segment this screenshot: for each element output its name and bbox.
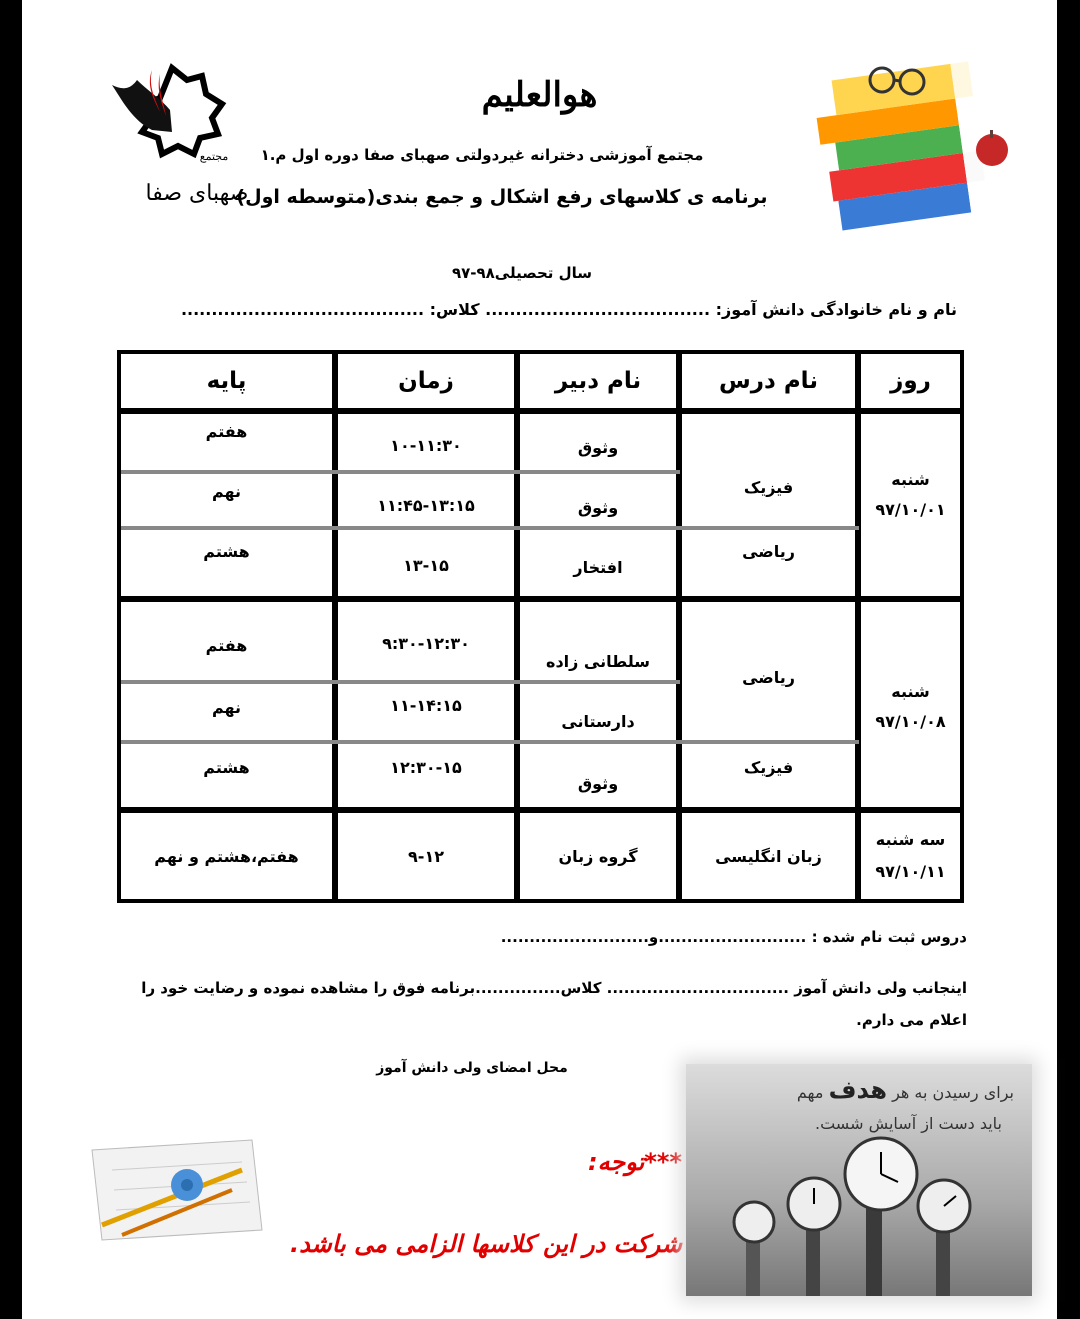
- day2-subject-a: ریاضی: [742, 667, 795, 687]
- poster-line1-b: مهم: [796, 1083, 824, 1102]
- academic-year: سال تحصیلی۹۸-۹۷: [451, 264, 593, 282]
- day3-grade: هفتم،هشتم و نهم: [154, 846, 299, 866]
- geometry-tools-illustration: [82, 1130, 272, 1250]
- signature-label: محل امضای ولی دانش آموز: [376, 1060, 568, 1076]
- day3-subject: زبان انگلیسی: [715, 846, 822, 866]
- day3-teacher: گروه زبان: [558, 846, 638, 866]
- student-info-line: نام و نام خانوادگی دانش آموز: ..................................... کلاس: ........................................: [180, 300, 957, 319]
- day1-row2-time: ۱۱:۴۵-۱۳:۱۵: [377, 495, 475, 515]
- day2-row1-teacher: سلطانی زاده: [546, 651, 650, 671]
- day3-time: ۹-۱۲: [408, 846, 444, 866]
- day1-row1-teacher: وثوق: [577, 437, 619, 457]
- registered-courses-line: دروس ثبت نام شده : ..........................و..........................: [500, 928, 967, 946]
- day2-name: شنبه: [891, 681, 930, 701]
- day1-row2-grade: نهم: [211, 481, 242, 501]
- table-divider: [121, 408, 960, 414]
- header-teacher: نام دبیر: [554, 368, 642, 394]
- day2-row1-time: ۹:۳۰-۱۲:۳۰: [382, 633, 470, 653]
- day1-row3-teacher: افتخار: [573, 557, 623, 577]
- day1-row3-grade: هشتم: [203, 541, 250, 561]
- day2-row2-grade: نهم: [211, 697, 242, 717]
- table-divider: [855, 354, 861, 899]
- header-grade: پایه: [206, 368, 247, 394]
- motivational-poster: [686, 1064, 1032, 1296]
- day2-row3-time: ۱۲:۳۰-۱۵: [390, 757, 462, 777]
- day2-date: ۹۷/۱۰/۰۸: [875, 711, 946, 731]
- poster-line1: [797, 1076, 1014, 1104]
- day1-subject-b: ریاضی: [742, 541, 795, 561]
- clocks-illustration: [686, 1144, 1032, 1296]
- row-divider: [121, 740, 859, 744]
- day1-row2-teacher: وثوق: [577, 497, 619, 517]
- program-title: برنامه ی کلاسهای رفع اشکال و جمع بندی(متوسطه اول): [236, 186, 768, 208]
- day1-row1-grade: هفتم: [205, 421, 248, 441]
- day2-row2-teacher: دارستانی: [561, 711, 635, 731]
- note-text: شرکت در این کلاسها الزامی می باشد.: [289, 1230, 682, 1258]
- day2-row3-teacher: وثوق: [577, 773, 619, 793]
- row-divider: [121, 680, 680, 684]
- day2-row3-grade: هشتم: [203, 757, 250, 777]
- poster-line1-a: برای رسیدن به هر: [892, 1083, 1014, 1102]
- poster-hadaf: هدف: [828, 1076, 887, 1104]
- day2-row2-time: ۱۱-۱۴:۱۵: [390, 695, 462, 715]
- header-subject: نام درس: [719, 368, 818, 394]
- day1-name: شنبه: [891, 469, 930, 489]
- logo-text: صهبای صفا: [145, 181, 249, 206]
- row-divider: [121, 526, 859, 530]
- parent-statement: اینجانب ولی دانش آموز ................................ کلاس...............برنامه فوق را مشاهده نموده و رضایت خود را اعلام می دارم.: [141, 979, 967, 1029]
- day3-name: سه شنبه: [875, 829, 946, 849]
- note-title: ***توجه:: [587, 1148, 682, 1176]
- row-divider: [121, 470, 680, 474]
- schedule-table: [117, 350, 964, 903]
- day1-row3-time: ۱۳-۱۵: [403, 555, 449, 575]
- document-page: [22, 0, 1057, 1319]
- header-day: روز: [890, 368, 931, 394]
- logo-text-top: مجتمع: [199, 150, 229, 163]
- page-title: هوالعلیم: [481, 75, 598, 115]
- day1-subject-a: فیزیک: [743, 477, 794, 497]
- poster-line2: باید دست از آسایش شست.: [815, 1114, 1002, 1133]
- day2-subject-b: فیزیک: [743, 757, 794, 777]
- school-name: مجتمع آموزشی دخترانه غیردولتی صهبای صفا دوره اول م.۱: [260, 146, 704, 164]
- table-divider: [121, 596, 960, 602]
- day1-row1-time: ۱۰-۱۱:۳۰: [390, 435, 462, 455]
- day3-date: ۹۷/۱۰/۱۱: [875, 861, 946, 881]
- header-time: زمان: [398, 368, 454, 394]
- day1-date: ۹۷/۱۰/۰۱: [875, 499, 946, 519]
- day2-row1-grade: هفتم: [205, 635, 248, 655]
